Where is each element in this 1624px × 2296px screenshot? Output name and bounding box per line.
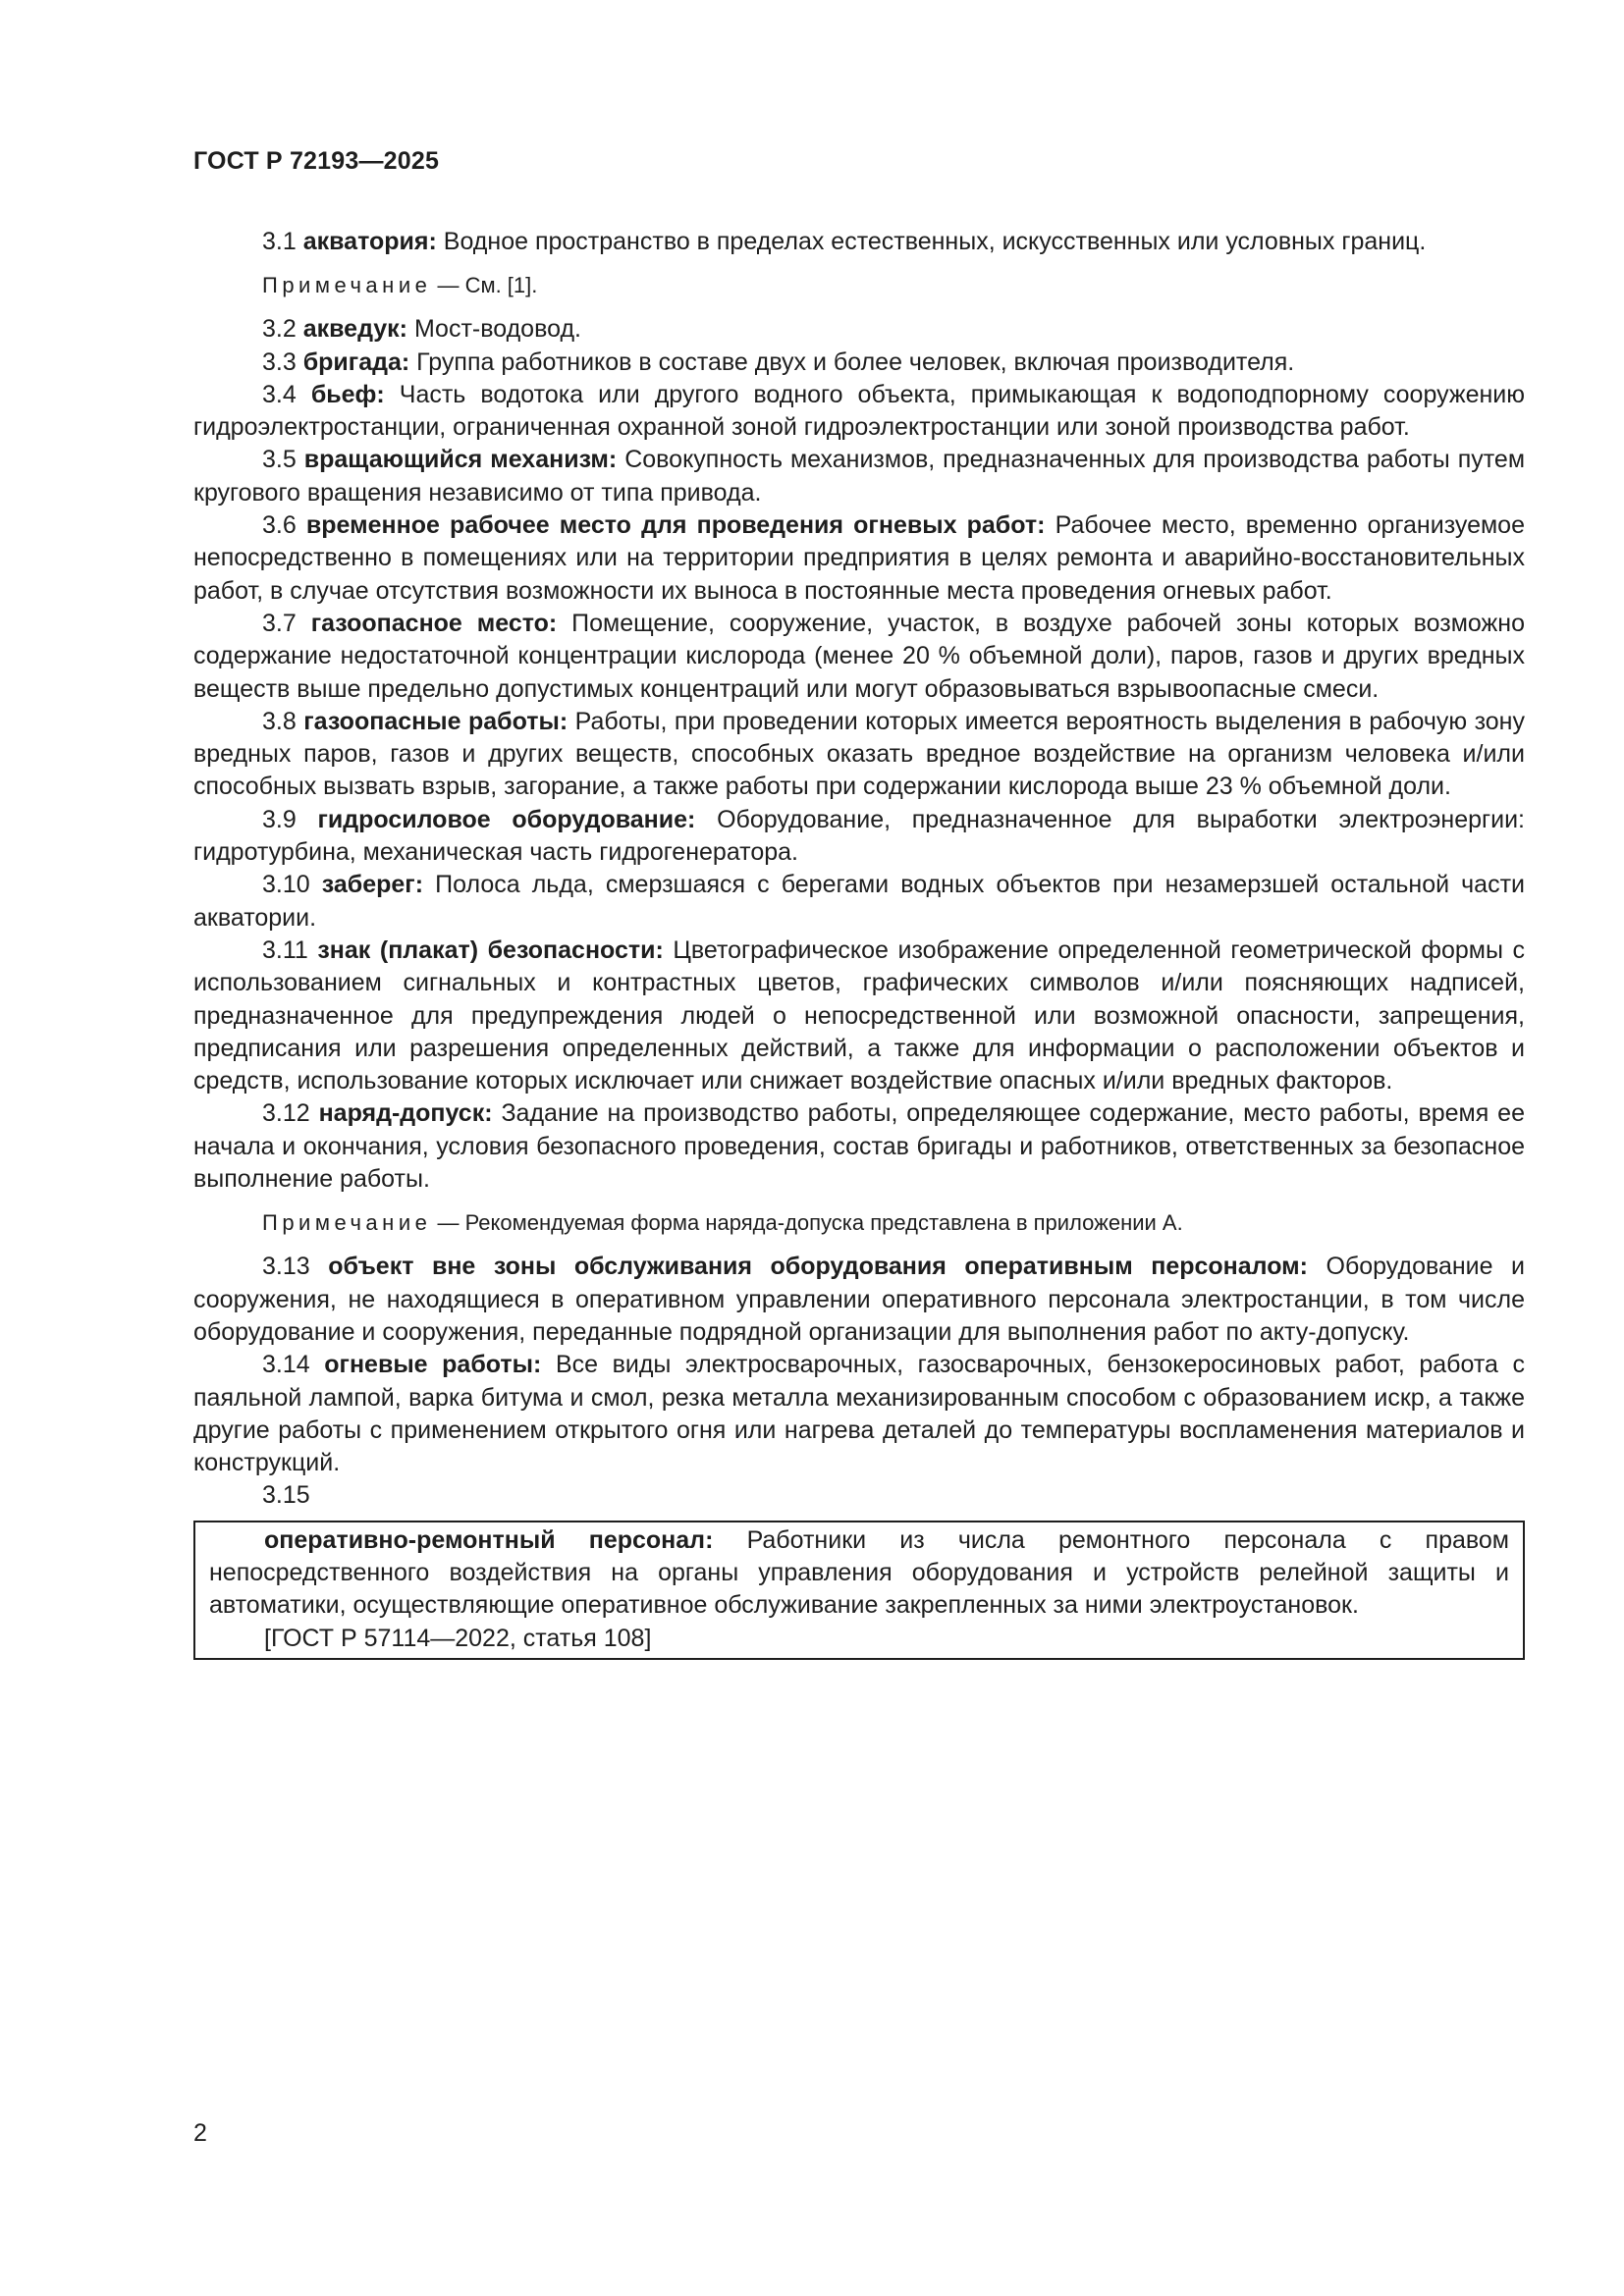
term-name: акведук: [302,315,407,344]
term-name: бьеф: [310,380,385,408]
term-number: 3.3 [262,347,297,376]
term-number: 3.2 [262,315,297,344]
term-definition: Группа работников в составе двух и более человек, включая производителя. [416,347,1295,376]
term-number: 3.6 [262,511,297,540]
term-number: 3.7 [262,609,297,637]
term-name: вращающийся механизм: [303,446,618,474]
terms-section [193,226,1525,1660]
term-entry [193,379,1525,445]
term-number: 3.10 [262,871,310,899]
term-definition: Работники из числа ремонтного персонала с правом непосредственного воздействия на органы управления оборудования и устройств релейной защиты и автоматики, осуществляющие оперативное обслуживание закрепленных за ними электроустановок. [209,1525,1509,1620]
note-label: Примечание [262,273,432,298]
term-definition: Мост-водовод. [413,315,581,344]
term-definition: Все виды электросварочных, газосварочных, бензокеросиновых работ, работа с паяльной лампой, варка битума и смол, резка металла механизированным способом с образованием искр, а также другие работы с применением открытого огня или нагрева деталей до температуры воспламенения материалов и конструкций. [193,1351,1525,1477]
term-name: гидросиловое оборудование: [317,805,696,833]
term-entry [193,226,1525,258]
term-number: 3.4 [262,380,297,408]
term-definition: Водное пространство в пределах естественных, искусственных или условных границ. [443,228,1427,255]
term-name: газоопасные работы: [303,707,568,735]
term-entry [193,444,1525,509]
note-text: — См. [1]. [431,273,538,298]
term-number: 3.9 [262,805,297,833]
document-header: ГОСТ Р 72193—2025 [193,147,440,175]
term-entry [193,804,1525,870]
term-number: 3.12 [262,1099,310,1128]
term-entry [193,347,1525,379]
term-name: газоопасное место: [310,609,558,637]
term-name: акватория: [302,228,437,255]
quoted-term-box [193,1521,1525,1660]
page-number: 2 [193,2119,207,2147]
term-entry [193,313,1525,346]
term-number: 3.14 [262,1351,310,1379]
term-definition: Совокупность механизмов, предназначенных для производства работы путем кругового вращения независимо от типа привода. [193,446,1526,507]
term-name: бригада: [302,347,410,376]
note [193,271,1525,300]
note-text: — Рекомендуемая форма наряда-допуска представлена в приложении А. [431,1210,1183,1236]
term-entry [193,706,1525,804]
term-entry [193,1251,1525,1349]
term-definition: Оборудование, предназначенное для выработки электроэнергии: гидротурбина, механическая часть гидрогенератора. [193,805,1526,867]
term-name: наряд-допуск: [318,1099,493,1128]
term-definition: Полоса льда, смерзшаяся с берегами водных объектов при незамерзшей остальной части акватории. [193,871,1525,932]
term-name: оперативно-ремонтный персонал: [264,1525,714,1554]
quoted-term-entry [209,1524,1509,1623]
term-number: 3.13 [262,1253,310,1281]
term-number: 3.5 [262,446,297,474]
term-definition: Помещение, сооружение, участок, в воздухе рабочей зоны которых возможно содержание недостаточной концентрации кислорода (менее 20 % объемной доли), паров, газов и других вредных веществ выше предельно допустимых концентраций или могут образовываться взрывоопасные смеси. [193,609,1525,703]
term-definition: Задание на производство работы, определяющее содержание, место работы, время ее начала и окончания, условия безопасного проведения, состав бригады и работников, ответственных за безопасное выполнение работы. [193,1099,1525,1194]
term-definition: Цветографическое изображение определенной геометрической формы с использованием сигнальных и контрастных цветов, графических символов и/или поясняющих надписей, предназначенное для предупреждения людей о непосредственной или возможной опасности, запрещения, предписания или разрешения определенных действий, а также для информации о расположении объектов и средств, использование которых исключает или снижает воздействие опасных и/или вредных факторов. [193,935,1526,1095]
note-label: Примечание [262,1210,432,1236]
term-name: знак (плакат) безопасности: [317,935,664,964]
term-definition: Часть водотока или другого водного объекта, примыкающая к водоподпорному сооружению гидроэлектростанции, ограниченная охранной зоной гидроэлектростанции или зоной производства работ. [193,380,1525,442]
term-entry [193,608,1525,706]
term-number: 3.8 [262,707,297,735]
term-number: 3.11 [262,935,308,964]
term-entry [193,1097,1525,1196]
term-number-3-15: 3.15 [262,1481,310,1510]
term-number: 3.1 [262,228,297,255]
term-entry [193,509,1525,608]
term-entry [193,934,1525,1097]
term-entry [193,1349,1525,1479]
term-name: огневые работы: [324,1351,542,1379]
note [193,1208,1525,1238]
term-name: временное рабочее место для проведения огневых работ: [305,511,1046,540]
term-entry [193,869,1525,934]
term-name: заберег: [321,871,424,899]
term-name: объект вне зоны обслуживания оборудования оперативным персоналом: [328,1253,1308,1281]
term-definition: Работы, при проведении которых имеется вероятность выделения в рабочую зону вредных паров, газов и других веществ, способных оказать вредное воздействие на организм человека и/или способных вызвать взрыв, загорание, а также работы при содержании кислорода выше 23 % объемной доли. [193,707,1525,801]
term-definition: Рабочее место, временно организуемое непосредственно в помещениях или на территории предприятия в целях ремонта и аварийно-восстановительных работ, в случае отсутствия возможности их выноса в постоянные места проведения огневых работ. [193,511,1525,605]
term-definition: Оборудование и сооружения, не находящиеся в оперативном управлении оперативного персонала электростанции, в том числе оборудование и сооружения, переданные подрядной организации для выполнения работ по акту-допуску. [193,1253,1526,1346]
source-reference: [ГОСТ Р 57114—2022, статья 108] [264,1624,652,1652]
